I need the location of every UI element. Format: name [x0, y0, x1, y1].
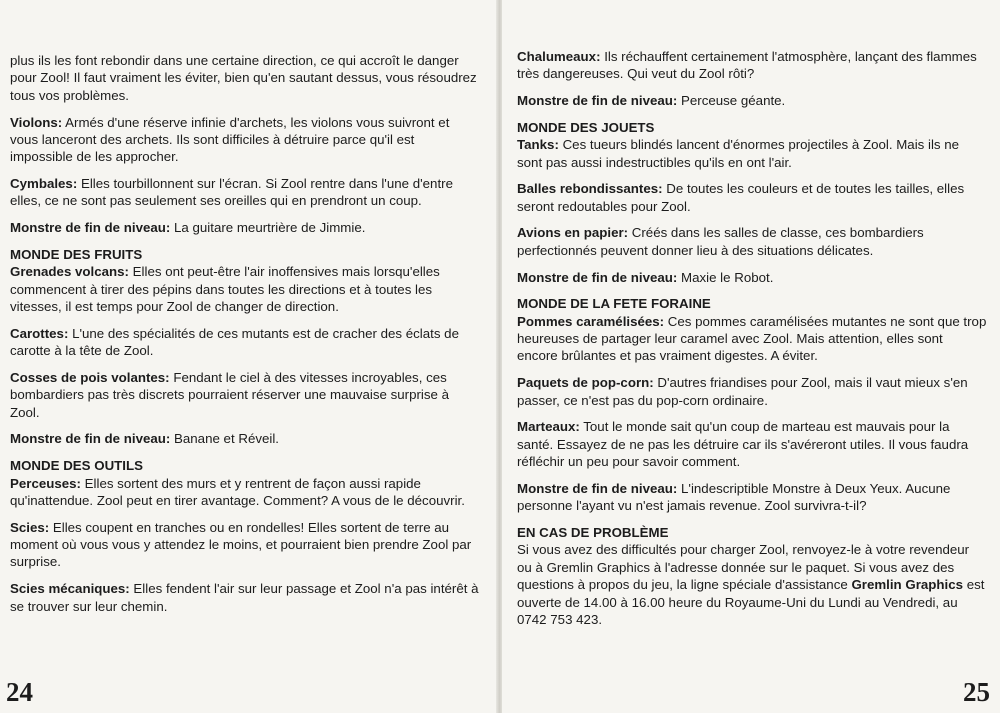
right-page — [502, 0, 1000, 713]
paragraph-text: Elles ont peut-être l'air inoffensives mais lorsqu'elles commencent à tirer des pépins dans toutes les directions et à toutes les vitesses, il est temps pour Zool de changer de direction. — [10, 264, 440, 315]
paragraph-carottes — [10, 325, 480, 360]
term-label: Monstre de fin de niveau: — [10, 220, 171, 236]
paragraph-text: De toutes les couleurs et de toutes les tailles, elles seront redoutables pour Zool. — [517, 181, 965, 214]
paragraph-grenades — [10, 263, 480, 315]
paragraph-text: Elles coupent en tranches ou en rondelles! Elles sortent de terre au moment où vous vous y attendez le moins, et pourraient bien prendre Zool par surprise. — [10, 519, 472, 570]
paragraph-tanks — [517, 136, 987, 171]
paragraph-text: Ces tueurs blindés lancent d'énormes projectiles à Zool. Mais ils ne sont pas aussi indestructibles qu'ils en ont l'air. — [517, 137, 960, 170]
page-number-left: 24 — [6, 677, 33, 707]
section-heading-jouets: MONDE DES JOUETS — [517, 119, 655, 135]
paragraph-scies-mecaniques — [10, 580, 480, 615]
term-label: Monstre de fin de niveau: — [517, 93, 678, 109]
paragraph-marteaux — [517, 418, 987, 470]
paragraph-text: Tout le monde sait qu'un coup de marteau est mauvais pour la santé. Essayez de ne pas les détruire car ils s'avéreront utiles. Il vous faudra réfléchir un peu pour savoir comment. — [517, 419, 969, 470]
paragraph-perceuses — [10, 475, 480, 510]
page-number-right: 25 — [963, 677, 990, 707]
paragraph-intro — [10, 52, 480, 104]
paragraph-text: Elles fendent l'air sur leur passage et Zool n'a pas intérêt à se trouver sur leur chemin. — [10, 581, 479, 614]
section-heading-fete-foraine: MONDE DE LA FETE FORAINE — [517, 296, 711, 312]
paragraph-text: L'une des spécialités de ces mutants est de cracher des éclats de carotte à la tête de Zool. — [10, 325, 459, 359]
paragraph-pommes — [517, 313, 987, 365]
term-label: Carottes: — [10, 325, 69, 341]
paragraph-boss-fruits — [10, 430, 480, 447]
term-label: Balles rebondissantes: — [517, 181, 663, 197]
term-label: Paquets de pop-corn: — [517, 375, 654, 391]
paragraph-text: est ouverte de 14.00 à 16.00 heure du Royaume-Uni du Lundi au Vendredi, au 0742 753 423. — [517, 577, 985, 627]
term-label: Grenades volcans: — [10, 264, 129, 280]
company-name: Gremlin Graphics — [851, 577, 964, 593]
term-label: Monstre de fin de niveau: — [10, 431, 171, 447]
paragraph-text: Armés d'une réserve infinie d'archets, les violons vous suivront et vous lanceront des archets. Ils sont difficiles à détruire parce qu'il est impossible de les approcher. — [10, 114, 450, 165]
paragraph-text: La guitare meurtrière de Jimmie. — [170, 220, 366, 236]
paragraph-boss-fete — [517, 480, 987, 515]
term-label: Pommes caramélisées: — [517, 313, 665, 329]
term-label: Monstre de fin de niveau: — [517, 269, 678, 285]
paragraph-text: Elles tourbillonnent sur l'écran. Si Zool rentre dans l'une d'entre elles, ce ne sont pas seulement ses oreilles qui en prendront un coup. — [10, 176, 453, 209]
paragraph-boss-jouets — [517, 269, 987, 286]
paragraph-boss-musique — [10, 219, 480, 236]
paragraph-text: Créés dans les salles de classe, ces bombardiers perfectionnés peuvent donner lieu à des situations délicates. — [517, 225, 924, 258]
paragraph-text: L'indescriptible Monstre à Deux Yeux. Aucune personne l'ayant vu n'est jamais revenue. Zool survivra-t-il? — [517, 480, 951, 514]
paragraph-text: Banane et Réveil. — [170, 431, 279, 447]
paragraph-scies — [10, 519, 480, 571]
term-label: Scies: — [10, 519, 50, 535]
paragraph-cymbales — [10, 175, 480, 210]
section-heading-outils: MONDE DES OUTILS — [10, 458, 143, 474]
term-label: Monstre de fin de niveau: — [517, 480, 678, 496]
term-label: Marteaux: — [517, 419, 580, 435]
paragraph-text: Elles sortent des murs et y rentrent de façon aussi rapide qu'inattendue. Zool peut en tirer avantage. Comment? A vous de le découvrir. — [10, 475, 465, 508]
paragraph-support — [517, 541, 987, 628]
paragraph-cosses — [10, 369, 480, 421]
left-page — [0, 0, 498, 713]
paragraph-text: D'autres friandises pour Zool, mais il vaut mieux s'en passer, ce n'est pas du pop-corn ordinaire. — [517, 375, 968, 408]
paragraph-text: Fendant le ciel à des vitesses incroyables, ces bombardiers pas très discrets pourraient réserver une mauvaise surprise à Zool. — [10, 369, 449, 420]
right-page-content — [517, 48, 987, 628]
paragraph-text: Ils réchauffent certainement l'atmosphère, lançant des flammes très dangereuses. Qui veut du Zool rôti? — [517, 49, 977, 82]
paragraph-text: Ces pommes caramélisées mutantes ne sont que trop heureuses de partager leur caramel avec Zool. Mais attention, elles sont encore brûlantes et pas vraiment digestes. A éviter. — [517, 313, 987, 364]
term-label: Avions en papier: — [517, 225, 629, 241]
paragraph-popcorn — [517, 374, 987, 409]
paragraph-avions — [517, 224, 987, 259]
term-label: Cosses de pois volantes: — [10, 369, 170, 385]
term-label: Scies mécaniques: — [10, 581, 130, 597]
paragraph-boss-outils — [517, 92, 987, 109]
left-page-content — [10, 52, 480, 615]
term-label: Violons: — [10, 114, 63, 130]
paragraph-balles — [517, 180, 987, 215]
term-label: Perceuses: — [10, 475, 81, 491]
paragraph-text: plus ils les font rebondir dans une certaine direction, ce qui accroît le danger pour Zool! Il faut vraiment les éviter, bien qu'en sautant dessus, vous résoudrez tous vos problèmes. — [10, 53, 477, 103]
section-heading-probleme: EN CAS DE PROBLÈME — [517, 524, 669, 540]
term-label: Chalumeaux: — [517, 49, 601, 64]
paragraph-violons — [10, 114, 480, 166]
paragraph-chalumeaux — [517, 48, 987, 83]
term-label: Cymbales: — [10, 176, 78, 192]
term-label: Tanks: — [517, 137, 559, 153]
paragraph-text: Si vous avez des difficultés pour charger Zool, renvoyez-le à votre revendeur ou à Gremlin Graphics à l'adresse donnée sur le paquet. Si vous avez des questions à propos du jeu, la ligne spéciale d'assistance — [517, 542, 970, 593]
paragraph-text: Maxie le Robot. — [677, 269, 774, 285]
paragraph-text: Perceuse géante. — [677, 93, 786, 109]
section-heading-fruits: MONDE DES FRUITS — [10, 246, 143, 262]
